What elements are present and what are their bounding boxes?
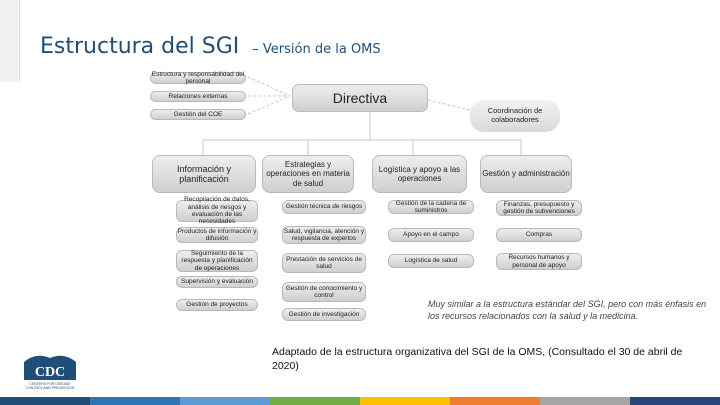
org-box-coordination: Coordinación de colaboradores: [470, 100, 560, 132]
org-item-field-support: Apoyo en el campo: [388, 228, 474, 242]
footer-color-strip: [0, 397, 720, 405]
footer-stripe: [360, 397, 450, 405]
org-item-response-monitoring: Seguimiento de la respuesta y planificación de operaciones: [176, 250, 258, 272]
org-item-info-products: Productos de información y difusión: [177, 227, 257, 242]
footer-stripe: [630, 397, 720, 405]
cdc-logo-caption: CENTERS FOR DISEASE CONTROL AND PREVENTION: [25, 382, 75, 390]
org-item-technical-risk: Gestión técnica de riesgos: [282, 200, 366, 214]
org-item-knowledge-control: Gestión de conocimiento y control: [282, 282, 366, 302]
org-item-data-risk-needs: Recopilación de datos, análisis de riesgos y evaluación de las necesidades: [176, 200, 258, 222]
title-main: Estructura del SGI: [40, 34, 240, 59]
org-header-logistics: Logística y apoyo a las operaciones: [372, 155, 467, 193]
org-item-supervision-evaluation: Supervisión y evaluación: [176, 276, 258, 288]
org-box-eoc-management: Gestión del COE: [150, 109, 246, 120]
org-box-external-relations: Relaciones externas: [150, 91, 246, 102]
footer-stripe: [450, 397, 540, 405]
org-box-staff-structure: Estructura y responsabilidad del personal: [151, 70, 245, 85]
org-item-health-logistics: Logística de salud: [388, 254, 474, 268]
footer-stripe: [0, 397, 90, 405]
cdc-logo-text: CDC: [34, 365, 66, 380]
org-item-procurement: Compras: [496, 228, 582, 242]
source-text: Adaptado de la estructura organizativa del SGI de la OMS, (Consultado el 30 de abril de 2020): [272, 346, 683, 373]
footer-stripe: [180, 397, 270, 405]
note-text: Muy similar a la estructura estándar del SGI, pero con más énfasis en los recursos relacionados con la salud y la medicina.: [428, 299, 707, 322]
org-item-supply-chain: Gestión de la cadena de suministros: [388, 200, 474, 214]
org-item-research-management: Gestión de investigación: [282, 308, 366, 321]
org-item-finance-budget: Finanzas, presupuesto y gestión de subvenciones: [496, 200, 582, 216]
cdc-logo: [22, 352, 78, 382]
footer-stripe: [90, 397, 180, 405]
org-box-directiva: Directiva: [292, 84, 428, 112]
org-item-project-management: Gestión de proyectos: [176, 299, 258, 311]
footer-stripe: [270, 397, 360, 405]
footer-stripe: [540, 397, 630, 405]
org-header-management-admin: Gestión y administración: [480, 155, 572, 193]
org-item-human-resources: Recursos humanos y personal de apoyo: [496, 253, 582, 270]
org-item-health-surveillance: Salud, vigilancia, atención y respuesta de expertos: [283, 227, 365, 242]
title-sub: – Versión de la OMS: [252, 42, 381, 57]
org-header-health-strategies: Estrategias y operaciones en materia de salud: [262, 155, 354, 193]
org-header-information-planning: Información y planificación: [152, 155, 256, 193]
org-item-health-services: Prestación de servicios de salud: [282, 253, 366, 273]
